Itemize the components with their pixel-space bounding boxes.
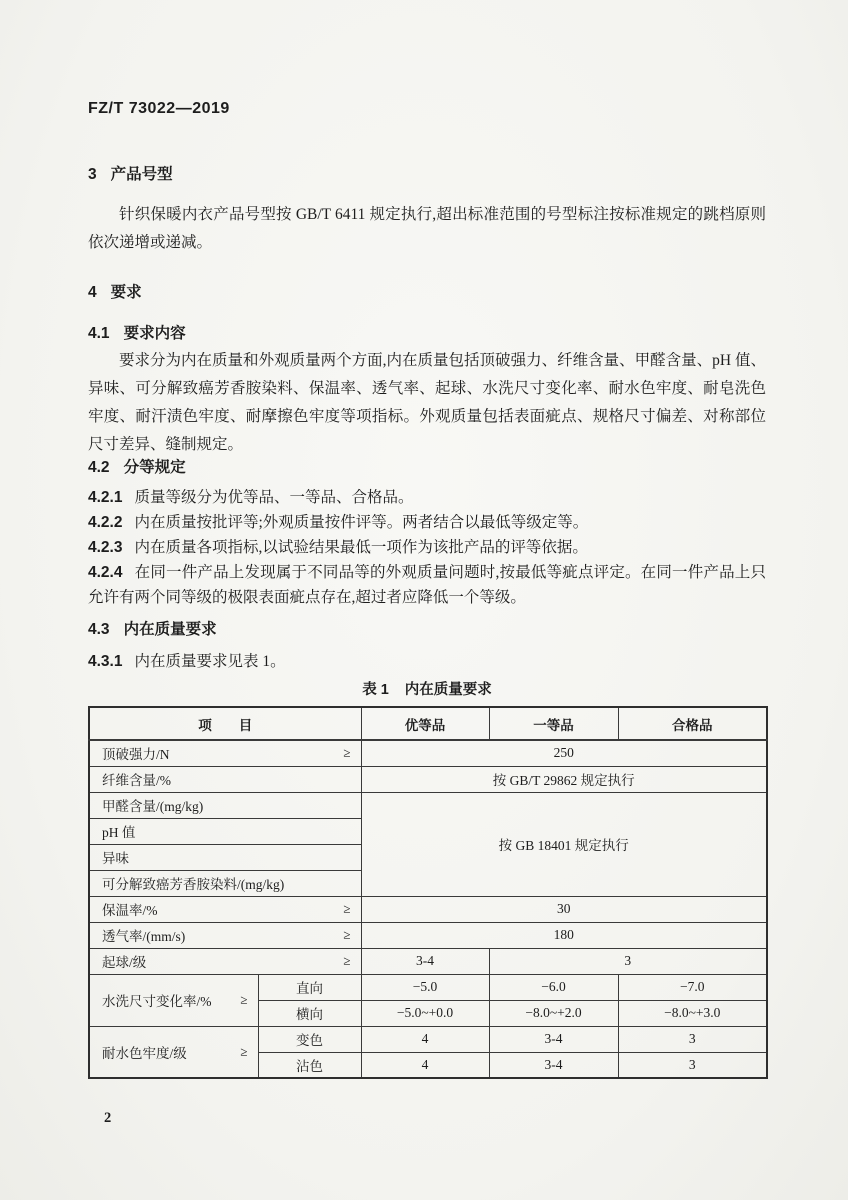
sub-row-label: 沾色 bbox=[258, 1052, 361, 1078]
sub-row-label: 变色 bbox=[258, 1026, 361, 1052]
row-value: 按 GB/T 29862 规定执行 bbox=[361, 766, 767, 792]
gte-symbol: ≥ bbox=[240, 992, 248, 1007]
merged-value-gb18401: 按 GB 18401 规定执行 bbox=[361, 792, 767, 896]
cell-value: −8.0~+2.0 bbox=[489, 1000, 618, 1026]
section-4-3-heading bbox=[88, 617, 217, 639]
row-label: 水洗尺寸变化率/% bbox=[102, 994, 212, 1009]
cell-value: 4 bbox=[361, 1052, 489, 1078]
sub-row-label: 直向 bbox=[258, 974, 361, 1000]
cell-value: −5.0 bbox=[361, 974, 489, 1000]
clause-4-2-2-number: 4.2.2 bbox=[88, 514, 123, 531]
gte-symbol: ≥ bbox=[343, 927, 351, 942]
table-1-inner-quality bbox=[88, 706, 768, 1079]
table-header-row bbox=[89, 707, 767, 740]
gte-symbol: ≥ bbox=[343, 953, 351, 968]
table-1-caption-title: 内在质量要求 bbox=[404, 682, 492, 698]
section-4-1-number: 4.1 bbox=[88, 325, 110, 342]
row-value: 30 bbox=[361, 896, 767, 922]
clause-4-3-1-number: 4.3.1 bbox=[88, 653, 123, 670]
table-row-dim-change-lengthwise bbox=[89, 974, 767, 1000]
section-3-heading bbox=[88, 162, 173, 184]
table-header-grade-first: 一等品 bbox=[489, 707, 618, 740]
clause-4-2-1 bbox=[88, 485, 766, 510]
section-4-1-paragraph: 要求分为内在质量和外观质量两个方面,内在质量包括顶破强力、纤维含量、甲醛含量、pH 值、异味、可分解致癌芳香胺染料、保温率、透气率、起球、水洗尺寸变化率、耐水色牢度、耐皂洗色牢度、耐汗渍色牢度、耐摩擦色牢度等项指标。外观质量包括表面疵点、规格尺寸偏差、对称部位尺寸差异、缝制规定。 bbox=[88, 352, 766, 453]
doc-standard-number: FZ/T 73022—2019 bbox=[88, 100, 230, 117]
page-number: 2 bbox=[104, 1110, 112, 1126]
clause-4-2-3 bbox=[88, 535, 766, 560]
table-header-item: 项 目 bbox=[89, 707, 361, 740]
table-1-caption bbox=[88, 678, 766, 699]
gte-symbol: ≥ bbox=[240, 1043, 248, 1059]
table-row-water-fastness-shade bbox=[89, 1026, 767, 1052]
clause-4-2-3-number: 4.2.3 bbox=[88, 539, 123, 556]
table-row-thermal-retention bbox=[89, 896, 767, 922]
cell-value: −7.0 bbox=[618, 974, 767, 1000]
row-label: 顶破强力/N bbox=[102, 747, 170, 763]
table-header-grade-premium: 优等品 bbox=[361, 707, 489, 740]
pilling-grade-premium: 3-4 bbox=[361, 948, 489, 974]
cell-value: 3-4 bbox=[489, 1026, 618, 1052]
section-4-number: 4 bbox=[88, 284, 97, 301]
section-4-3-title: 内在质量要求 bbox=[123, 621, 217, 638]
clause-4-2-2-text: 内在质量按批评等;外观质量按件评等。两者结合以最低等级定等。 bbox=[134, 514, 589, 531]
section-3-title: 产品号型 bbox=[110, 166, 173, 183]
table-row-fiber-content bbox=[89, 766, 767, 792]
row-value: 250 bbox=[361, 740, 767, 766]
section-4-1-title: 要求内容 bbox=[123, 325, 186, 342]
section-4-1-heading bbox=[88, 321, 186, 343]
cell-value: 4 bbox=[361, 1026, 489, 1052]
cell-value: −5.0~+0.0 bbox=[361, 1000, 489, 1026]
row-label: pH 值 bbox=[102, 825, 136, 840]
cell-value: 3-4 bbox=[489, 1052, 618, 1078]
clause-4-2-4 bbox=[88, 560, 766, 610]
section-4-2-heading bbox=[88, 455, 186, 477]
row-label: 纤维含量/% bbox=[102, 773, 171, 788]
gte-symbol: ≥ bbox=[343, 901, 351, 916]
sub-row-label: 横向 bbox=[258, 1000, 361, 1026]
clause-4-2-4-number: 4.2.4 bbox=[88, 564, 123, 581]
cell-value: 3 bbox=[618, 1052, 767, 1078]
gte-symbol: ≥ bbox=[343, 745, 351, 761]
clause-list-4-2 bbox=[88, 485, 766, 610]
table-1-caption-label: 表 1 bbox=[362, 682, 389, 698]
table-row-air-permeability bbox=[89, 922, 767, 948]
clause-4-2-2 bbox=[88, 510, 766, 535]
row-label: 耐水色牢度/级 bbox=[102, 1045, 187, 1061]
cell-value: −8.0~+3.0 bbox=[618, 1000, 767, 1026]
clause-4-2-4-text: 在同一件产品上发现属于不同品等的外观质量问题时,按最低等疵点评定。在同一件产品上只允许有两个同等级的极限表面疵点存在,超过者应降低一个等级。 bbox=[88, 564, 766, 606]
section-4-2-number: 4.2 bbox=[88, 459, 110, 476]
pilling-grade-first-qualified: 3 bbox=[489, 948, 767, 974]
table-row-pilling bbox=[89, 948, 767, 974]
section-4-heading bbox=[88, 280, 142, 302]
cell-value: −6.0 bbox=[489, 974, 618, 1000]
section-3-number: 3 bbox=[88, 166, 97, 183]
section-4-3-number: 4.3 bbox=[88, 621, 110, 638]
section-4-title: 要求 bbox=[110, 284, 142, 301]
clause-4-2-1-text: 质量等级分为优等品、一等品、合格品。 bbox=[134, 489, 414, 506]
row-label: 甲醛含量/(mg/kg) bbox=[102, 799, 204, 814]
row-label: 可分解致癌芳香胺染料/(mg/kg) bbox=[102, 877, 285, 892]
section-3-paragraph: 针织保暖内衣产品号型按 GB/T 6411 规定执行,超出标准范围的号型标注按标准规定的跳档原则依次递增或递减。 bbox=[88, 206, 766, 251]
cell-value: 3 bbox=[618, 1026, 767, 1052]
row-value: 180 bbox=[361, 922, 767, 948]
clause-4-2-3-text: 内在质量各项指标,以试验结果最低一项作为该批产品的评等依据。 bbox=[134, 539, 588, 556]
table-row-bursting-strength bbox=[89, 740, 767, 766]
table-header-grade-qualified: 合格品 bbox=[618, 707, 767, 740]
table-row-formaldehyde bbox=[89, 792, 767, 818]
clause-4-2-1-number: 4.2.1 bbox=[88, 489, 123, 506]
clause-4-3-1-text: 内在质量要求见表 1。 bbox=[134, 653, 286, 670]
row-label: 异味 bbox=[102, 851, 129, 866]
row-label: 透气率/(mm/s) bbox=[102, 929, 186, 944]
section-4-2-title: 分等规定 bbox=[123, 459, 186, 476]
clause-4-3-1 bbox=[88, 649, 766, 674]
row-label: 起球/级 bbox=[102, 955, 147, 970]
row-label: 保温率/% bbox=[102, 903, 158, 918]
